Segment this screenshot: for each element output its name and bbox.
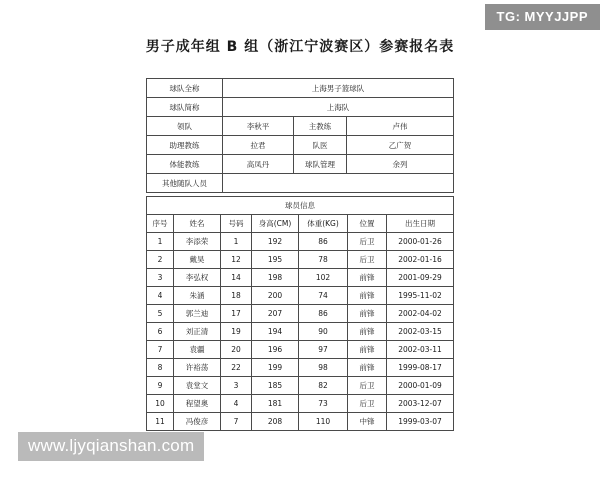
team-shortname-label: 球队简称 xyxy=(147,98,223,117)
player-birthdate: 2000-01-09 xyxy=(387,377,454,395)
player-birthdate: 1999-08-17 xyxy=(387,359,454,377)
player-index: 9 xyxy=(147,377,174,395)
player-weight: 102 xyxy=(299,269,348,287)
table-row xyxy=(147,155,454,174)
table-row xyxy=(147,233,454,251)
player-number: 19 xyxy=(221,323,252,341)
other-staff-value xyxy=(223,174,454,193)
player-number: 12 xyxy=(221,251,252,269)
player-height: 195 xyxy=(252,251,299,269)
player-name: 袁疆 xyxy=(174,341,221,359)
player-index: 1 xyxy=(147,233,174,251)
player-index: 7 xyxy=(147,341,174,359)
player-position: 后卫 xyxy=(348,233,387,251)
player-position: 后卫 xyxy=(348,395,387,413)
watermark-badge: TG: MYYJJPP xyxy=(485,4,600,30)
player-birthdate: 2000-01-26 xyxy=(387,233,454,251)
player-height: 181 xyxy=(252,395,299,413)
table-row xyxy=(147,251,454,269)
player-name: 李弘权 xyxy=(174,269,221,287)
team-doctor-label: 队医 xyxy=(294,136,347,155)
table-row xyxy=(147,98,454,117)
player-index: 3 xyxy=(147,269,174,287)
table-row xyxy=(147,413,454,431)
player-position: 前锋 xyxy=(348,269,387,287)
table-row xyxy=(147,341,454,359)
table-row xyxy=(147,136,454,155)
players-section-title-row xyxy=(147,197,454,215)
players-table-body xyxy=(147,197,454,431)
player-weight: 110 xyxy=(299,413,348,431)
assistant-coach-label: 助理教练 xyxy=(147,136,223,155)
column-header-birthdate: 出生日期 xyxy=(387,215,454,233)
players-table xyxy=(146,196,454,431)
player-index: 6 xyxy=(147,323,174,341)
player-position: 前锋 xyxy=(348,323,387,341)
team-fullname-value: 上海男子篮球队 xyxy=(223,79,454,98)
player-name: 冯俊彦 xyxy=(174,413,221,431)
column-header-number: 号码 xyxy=(221,215,252,233)
player-weight: 86 xyxy=(299,233,348,251)
player-weight: 97 xyxy=(299,341,348,359)
table-row xyxy=(147,269,454,287)
players-section-title: 球员信息 xyxy=(147,197,454,215)
player-name: 刘正清 xyxy=(174,323,221,341)
column-header-weight: 体重(KG) xyxy=(299,215,348,233)
player-index: 8 xyxy=(147,359,174,377)
table-row xyxy=(147,377,454,395)
column-header-name: 姓名 xyxy=(174,215,221,233)
player-height: 194 xyxy=(252,323,299,341)
player-name: 朱涵 xyxy=(174,287,221,305)
player-position: 后卫 xyxy=(348,377,387,395)
table-row xyxy=(147,305,454,323)
player-birthdate: 2002-01-16 xyxy=(387,251,454,269)
team-manager-label: 球队管理 xyxy=(294,155,347,174)
player-position: 前锋 xyxy=(348,305,387,323)
team-shortname-value: 上海队 xyxy=(223,98,454,117)
player-weight: 74 xyxy=(299,287,348,305)
player-height: 207 xyxy=(252,305,299,323)
player-position: 前锋 xyxy=(348,287,387,305)
player-weight: 86 xyxy=(299,305,348,323)
player-name: 许裕荡 xyxy=(174,359,221,377)
player-number: 7 xyxy=(221,413,252,431)
player-index: 11 xyxy=(147,413,174,431)
assistant-coach-value: 拉君 xyxy=(223,136,294,155)
team-fullname-label: 球队全称 xyxy=(147,79,223,98)
other-staff-label: 其他随队人员 xyxy=(147,174,223,193)
table-row xyxy=(147,117,454,136)
head-coach-value: 卢伟 xyxy=(347,117,454,136)
player-index: 5 xyxy=(147,305,174,323)
player-height: 192 xyxy=(252,233,299,251)
player-index: 10 xyxy=(147,395,174,413)
page-title: 男子成年组 B 组（浙江宁波赛区）参赛报名表 xyxy=(145,39,455,55)
player-birthdate: 2002-03-11 xyxy=(387,341,454,359)
column-header-index: 序号 xyxy=(147,215,174,233)
column-header-height: 身高(CM) xyxy=(252,215,299,233)
player-name: 郭兰迪 xyxy=(174,305,221,323)
player-position: 前锋 xyxy=(348,341,387,359)
table-row xyxy=(147,359,454,377)
player-name: 程望奥 xyxy=(174,395,221,413)
player-height: 199 xyxy=(252,359,299,377)
player-index: 2 xyxy=(147,251,174,269)
player-number: 20 xyxy=(221,341,252,359)
table-row xyxy=(147,287,454,305)
team-doctor-value: 乙广贺 xyxy=(347,136,454,155)
player-weight: 82 xyxy=(299,377,348,395)
player-number: 14 xyxy=(221,269,252,287)
player-number: 18 xyxy=(221,287,252,305)
player-number: 3 xyxy=(221,377,252,395)
player-height: 200 xyxy=(252,287,299,305)
player-number: 1 xyxy=(221,233,252,251)
player-number: 4 xyxy=(221,395,252,413)
player-height: 196 xyxy=(252,341,299,359)
player-number: 17 xyxy=(221,305,252,323)
player-weight: 73 xyxy=(299,395,348,413)
fitness-coach-label: 体能教练 xyxy=(147,155,223,174)
head-coach-label: 主教练 xyxy=(294,117,347,136)
player-birthdate: 2002-03-15 xyxy=(387,323,454,341)
player-position: 后卫 xyxy=(348,251,387,269)
player-birthdate: 2002-04-02 xyxy=(387,305,454,323)
team-info-body xyxy=(147,79,454,193)
fitness-coach-value: 高凤丹 xyxy=(223,155,294,174)
table-row xyxy=(147,79,454,98)
player-index: 4 xyxy=(147,287,174,305)
player-position: 前锋 xyxy=(348,359,387,377)
team-manager-value: 余列 xyxy=(347,155,454,174)
player-birthdate: 1995-11-02 xyxy=(387,287,454,305)
player-name: 袁堂文 xyxy=(174,377,221,395)
site-watermark: www.ljyqianshan.com xyxy=(18,432,204,461)
player-number: 22 xyxy=(221,359,252,377)
team-leader-value: 李秋平 xyxy=(223,117,294,136)
player-birthdate: 2001-09-29 xyxy=(387,269,454,287)
table-row xyxy=(147,395,454,413)
team-leader-label: 领队 xyxy=(147,117,223,136)
player-weight: 98 xyxy=(299,359,348,377)
player-height: 198 xyxy=(252,269,299,287)
team-info-table xyxy=(146,78,454,193)
player-height: 208 xyxy=(252,413,299,431)
players-header-row xyxy=(147,215,454,233)
table-row xyxy=(147,174,454,193)
player-weight: 90 xyxy=(299,323,348,341)
player-position: 中锋 xyxy=(348,413,387,431)
column-header-position: 位置 xyxy=(348,215,387,233)
player-birthdate: 1999-03-07 xyxy=(387,413,454,431)
player-birthdate: 2003-12-07 xyxy=(387,395,454,413)
player-weight: 78 xyxy=(299,251,348,269)
player-name: 戴昊 xyxy=(174,251,221,269)
player-height: 185 xyxy=(252,377,299,395)
player-name: 李添荣 xyxy=(174,233,221,251)
table-row xyxy=(147,323,454,341)
